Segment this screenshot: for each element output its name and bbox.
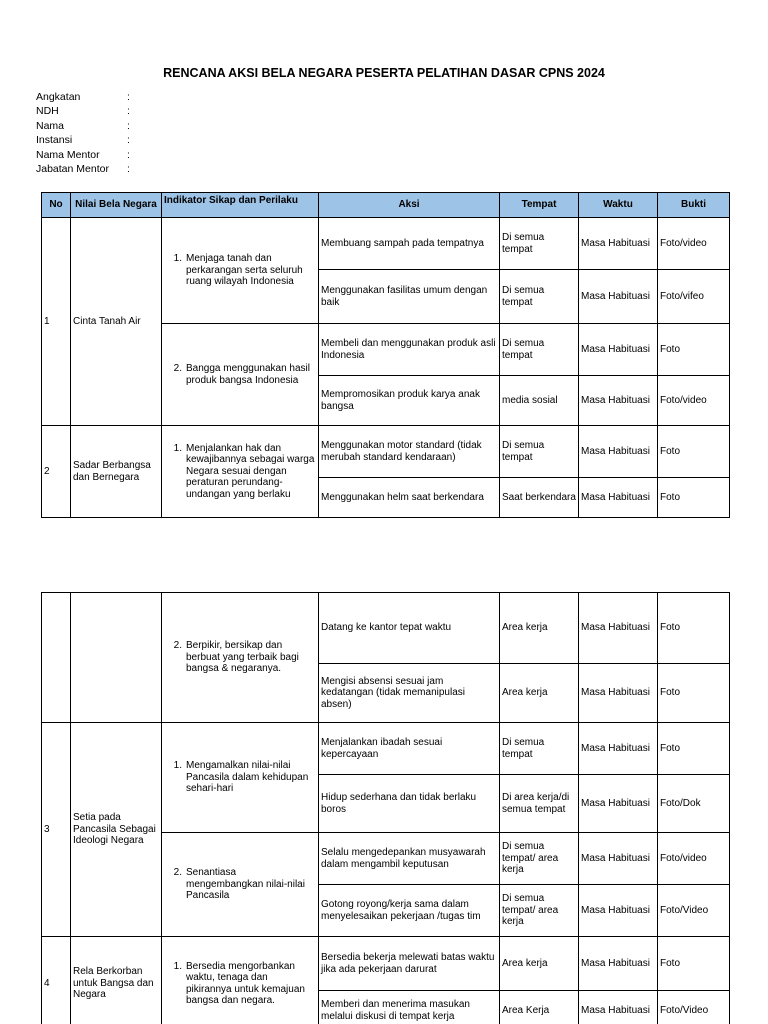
indicator-text: Menjaga tanah dan perkarangan serta seluruh ruang wilayah Indonesia — [186, 253, 303, 288]
indikator-cell — [162, 593, 319, 723]
tempat-cell: Di semua tempat/ area kerja — [500, 885, 579, 937]
indicator-number: 1. — [173, 960, 182, 972]
identity-colon: : — [127, 105, 130, 117]
indicator-number: 1. — [173, 760, 182, 772]
document-title: RENCANA AKSI BELA NEGARA PESERTA PELATIHAN DASAR CPNS 2024 — [163, 66, 605, 80]
indicator-text: Berpikir, bersikap dan berbuat yang terbaik bagi bangsa & negaranya. — [186, 640, 299, 675]
indicator-text: Mengamalkan nilai-nilai Pancasila dalam kehidupan sehari-hari — [186, 760, 309, 795]
tempat-cell: Di semua tempat — [500, 426, 579, 478]
aksi-cell: Mempromosikan produk karya anak bangsa — [319, 376, 500, 426]
header-bukti: Bukti — [658, 193, 730, 218]
nilai-cell: Rela Berkorban untuk Bangsa dan Negara — [71, 937, 162, 1024]
waktu-cell: Masa Habituasi — [579, 723, 658, 775]
table-header-row — [42, 193, 730, 218]
bukti-cell: Foto/video — [658, 218, 730, 270]
waktu-cell: Masa Habituasi — [579, 593, 658, 664]
tempat-cell: Area kerja — [500, 937, 579, 991]
waktu-cell: Masa Habituasi — [579, 218, 658, 270]
aksi-cell: Membeli dan menggunakan produk asli Indonesia — [319, 324, 500, 376]
waktu-cell: Masa Habituasi — [579, 664, 658, 723]
identity-field-ndh — [36, 104, 130, 118]
bukti-cell: Foto/Dok — [658, 775, 730, 833]
identity-field-angkatan — [36, 90, 130, 104]
header-tempat: Tempat — [500, 193, 579, 218]
action-plan-table-1 — [41, 192, 730, 518]
identity-colon: : — [127, 91, 130, 103]
tempat-cell: Saat berkendara — [500, 478, 579, 518]
nilai-cell-continued — [71, 593, 162, 723]
aksi-cell: Gotong royong/kerja sama dalam menyelesaikan pekerjaan /tugas tim — [319, 885, 500, 937]
nilai-cell: Sadar Berbangsa dan Bernegara — [71, 426, 162, 518]
indicator-number: 1. — [173, 442, 182, 454]
indicator-text: Menjalankan hak dan kewajibannya sebagai warga Negara sesuai dengan peraturan perundang-undangan yang berlaku — [186, 442, 315, 500]
aksi-cell: Menjalankan ibadah sesuai kepercayaan — [319, 723, 500, 775]
indikator-cell — [162, 218, 319, 324]
tempat-cell: Di semua tempat — [500, 218, 579, 270]
tempat-cell: Di semua tempat — [500, 723, 579, 775]
identity-label: Jabatan Mentor — [36, 163, 109, 175]
aksi-cell: Memberi dan menerima masukan melalui diskusi di tempat kerja — [319, 991, 500, 1024]
table-row — [42, 218, 730, 270]
identity-label: Nama Mentor — [36, 149, 100, 161]
tempat-cell: Area kerja — [500, 664, 579, 723]
aksi-cell: Mengisi absensi sesuai jam kedatangan (tidak memanipulasi absen) — [319, 664, 500, 723]
identity-label: Instansi — [36, 134, 73, 146]
identity-colon: : — [127, 149, 130, 161]
bukti-cell: Foto — [658, 478, 730, 518]
tempat-cell: Di semua tempat — [500, 324, 579, 376]
aksi-cell: Bersedia bekerja melewati batas waktu jika ada pekerjaan darurat — [319, 937, 500, 991]
indicator-number: 2. — [173, 867, 182, 879]
action-plan-table-2 — [41, 592, 730, 1024]
bukti-cell: Foto/Video — [658, 885, 730, 937]
waktu-cell: Masa Habituasi — [579, 937, 658, 991]
bukti-cell: Foto/vifeo — [658, 270, 730, 324]
indicator-text: Bersedia mengorbankan waktu, tenaga dan pikirannya untuk kemajuan bangsa dan negara. — [186, 960, 305, 1006]
bukti-cell: Foto — [658, 324, 730, 376]
bukti-cell: Foto — [658, 937, 730, 991]
waktu-cell: Masa Habituasi — [579, 478, 658, 518]
waktu-cell: Masa Habituasi — [579, 426, 658, 478]
identity-colon: : — [127, 134, 130, 146]
bukti-cell: Foto — [658, 426, 730, 478]
tempat-cell: Di semua tempat — [500, 270, 579, 324]
indikator-cell — [162, 723, 319, 833]
header-indikator: Indikator Sikap dan Perilaku — [162, 193, 319, 218]
indicator-number: 1. — [173, 253, 182, 265]
tempat-cell: Area Kerja — [500, 991, 579, 1024]
identity-field-instansi — [36, 133, 130, 147]
identity-label: Nama — [36, 120, 65, 132]
aksi-cell: Menggunakan helm saat berkendara — [319, 478, 500, 518]
row-number: 2 — [42, 426, 71, 518]
bukti-cell: Foto — [658, 664, 730, 723]
table-row — [42, 723, 730, 775]
indikator-cell — [162, 324, 319, 426]
bukti-cell: Foto/video — [658, 376, 730, 426]
bukti-cell: Foto/video — [658, 833, 730, 885]
identity-field-jabatan-mentor — [36, 162, 130, 176]
aksi-cell: Menggunakan motor standard (tidak merubah standard kendaraan) — [319, 426, 500, 478]
table-2-viewport — [0, 592, 768, 1024]
tempat-cell: Area kerja — [500, 593, 579, 664]
identity-field-nama-mentor — [36, 148, 130, 162]
aksi-cell: Membuang sampah pada tempatnya — [319, 218, 500, 270]
waktu-cell: Masa Habituasi — [579, 376, 658, 426]
indikator-cell — [162, 426, 319, 518]
aksi-cell: Menggunakan fasilitas umum dengan baik — [319, 270, 500, 324]
bukti-cell: Foto — [658, 723, 730, 775]
indicator-number: 2. — [173, 363, 182, 374]
indicator-text: Bangga menggunakan hasil produk bangsa Indonesia — [186, 363, 310, 386]
table-row — [42, 593, 730, 664]
row-number: 1 — [42, 218, 71, 426]
identity-colon: : — [127, 120, 130, 132]
row-number-continued — [42, 593, 71, 723]
row-number: 3 — [42, 723, 71, 937]
waktu-cell: Masa Habituasi — [579, 324, 658, 376]
waktu-cell: Masa Habituasi — [579, 775, 658, 833]
waktu-cell: Masa Habituasi — [579, 885, 658, 937]
row-number: 4 — [42, 937, 71, 1024]
indikator-cell — [162, 937, 319, 1024]
identity-colon: : — [127, 163, 130, 175]
header-no: No — [42, 193, 71, 218]
identity-field-nama — [36, 119, 130, 133]
table-row — [42, 426, 730, 478]
identity-label: NDH — [36, 105, 59, 117]
bukti-cell: Foto — [658, 593, 730, 664]
header-waktu: Waktu — [579, 193, 658, 218]
header-nilai: Nilai Bela Negara — [71, 193, 162, 218]
indikator-cell — [162, 833, 319, 937]
aksi-cell: Datang ke kantor tepat waktu — [319, 593, 500, 664]
aksi-cell: Selalu mengedepankan musyawarah dalam mengambil keputusan — [319, 833, 500, 885]
nilai-cell: Cinta Tanah Air — [71, 218, 162, 426]
waktu-cell: Masa Habituasi — [579, 270, 658, 324]
table-row — [42, 937, 730, 991]
waktu-cell: Masa Habituasi — [579, 833, 658, 885]
indicator-text: Senantiasa mengembangkan nilai-nilai Pancasila — [186, 867, 305, 902]
indicator-number: 2. — [173, 640, 182, 652]
tempat-cell: Di semua tempat/ area kerja — [500, 833, 579, 885]
bukti-cell: Foto/Video — [658, 991, 730, 1024]
nilai-cell: Setia pada Pancasila Sebagai Ideologi Negara — [71, 723, 162, 937]
tempat-cell: media sosial — [500, 376, 579, 426]
tempat-cell: Di area kerja/di semua tempat — [500, 775, 579, 833]
identity-label: Angkatan — [36, 91, 81, 103]
header-aksi: Aksi — [319, 193, 500, 218]
waktu-cell: Masa Habituasi — [579, 991, 658, 1024]
aksi-cell: Hidup sederhana dan tidak berlaku boros — [319, 775, 500, 833]
